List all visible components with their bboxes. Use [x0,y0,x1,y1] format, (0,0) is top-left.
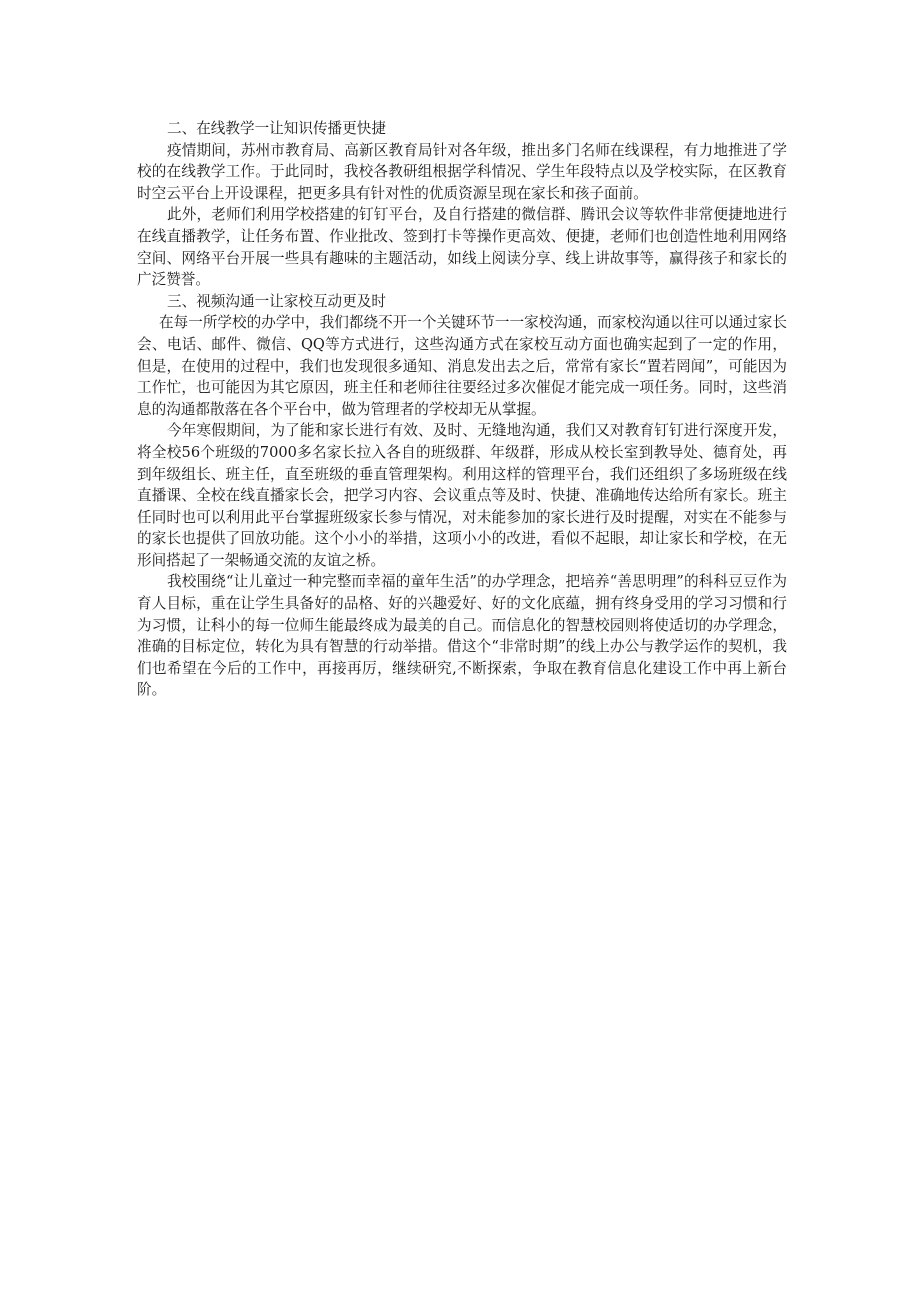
paragraph-online-courses: 疫情期间，苏州市教育局、高新区教育局针对各年级，推出多门名师在线课程，有力地推进了学校的在线教学工作。于此同时，我校各教研组根据学科情况、学生年段特点以及学校实际，在区教育时空云平台上开设课程，把更多具有针对性的优质资源呈现在家长和孩子面前。 [137,141,787,202]
paragraph-winter-vacation: 今年寒假期间，为了能和家长进行有效、及时、无缝地沟通，我们又对教育钉钉进行深度开发，将全校56个班级的7000多名家长拉入各自的班级群、年级群，形成从校长室到教导处、德育处，再到年级组长、班主任，直至班级的垂直管理架构。利用这样的管理平台，我们还组织了多场班级在线直播课、全校在线直播家长会，把学习内容、会议重点等及时、快捷、准确地传达给所有家长。班主任同时也可以利用此平台掌握班级家长参与情况，对未能参加的家长进行及时提醒，对实在不能参与的家长也提供了回放功能。这个小小的举措，这项小小的改进，看似不起眼，却让家长和学校，在无形间搭起了一架畅通交流的友谊之桥。 [137,422,787,569]
document-body [137,118,787,701]
paragraph-school-philosophy: 我校围绕“让儿童过一种完整而幸福的童年生活”的办学理念，把培养“善思明理”的科科豆豆作为育人目标，重在让学生具备好的品格、好的兴趣爱好、好的文化底蕴，拥有终身受用的学习习惯和行为习惯，让科小的每一位师生能最终成为最美的自己。而信息化的智慧校园则将使适切的办学理念，准确的目标定位，转化为具有智慧的行动举措。借这个“非常时期”的线上办公与教学运作的契机，我们也希望在今后的工作中，再接再厉，继续研究,不断探索，争取在教育信息化建设工作中再上新台阶。 [137,573,787,699]
paragraph-home-school-communication: 在每一所学校的办学中，我们都绕不开一个关键环节一一家校沟通，而家校沟通以往可以通过家长会、电话、邮件、微信、QQ等方式进行，这些沟通方式在家校互动方面也确实起到了一定的作用，但是，在使用的过程中，我们也发现很多通知、消息发出去之后，常常有家长“置若罔闻”，可能因为工作忙，也可能因为其它原因，班主任和老师往往要经过多次催促才能完成一项任务。同时，这些消息的沟通都散落在各个平台中，做为管理者的学校却无从掌握。 [137,314,787,418]
paragraph-dingtalk-live: 此外，老师们利用学校搭建的钉钉平台，及自行搭建的微信群、腾讯会议等软件非常便捷地进行在线直播教学，让任务布置、作业批改、签到打卡等操作更高效、便捷，老师们也创造性地利用网络空间、网络平台开展一些具有趣味的主题活动，如线上阅读分享、线上讲故事等，赢得孩子和家长的广泛赞誉。 [137,206,787,289]
section-heading-video-communication: 三、视频沟通一让家校互动更及时 [167,292,386,310]
section-heading-online-teaching: 二、在线教学一让知识传播更快捷 [167,120,386,137]
